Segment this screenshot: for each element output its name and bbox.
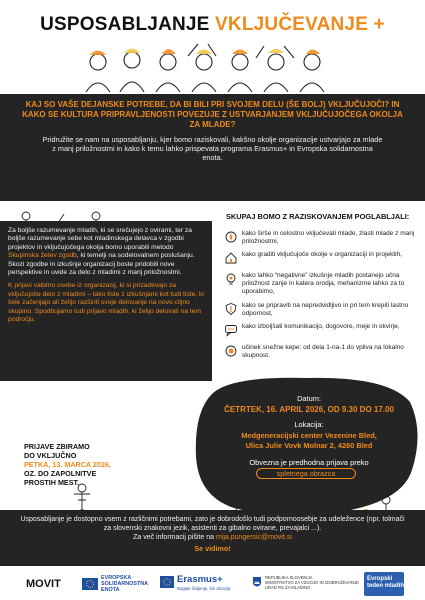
method-highlight: Skupinska žetev zgodb	[8, 252, 77, 260]
compass-icon	[224, 230, 238, 244]
registration-line: DO VKLJUČNO	[24, 451, 77, 460]
esc-logo-line: ENOTA	[101, 587, 120, 593]
intro-question: KAJ SO VAŠE DEJANSKE POTREBE, DA BI BILI PRI SVOJEM DELU (ŠE BOLJ) VKLJUČUJOČI? IN KAKO SE KULTURA PRIPRAVLJENOSTI POVEZUJE Z USTVARJANJEM VKLJUČUJOČEGA OKOLJA ZA MLADE?	[22, 100, 403, 129]
erasmus-logo-text: Erasmus+	[177, 574, 223, 585]
page-title	[0, 14, 425, 36]
closing-text: Se vidimo!	[194, 543, 231, 553]
registration-required-text: Obvezna je predhodna prijava preko	[249, 458, 369, 467]
list-title: SKUPAJ BOMO Z RAZISKOVANJEM POGLABLJALI:	[226, 212, 410, 221]
invite-paragraph: K prijavi vabimo osebe iz organizacij, ki si prizadevajo za vključujoče delo z mladimi – tako tiste z izkušnjami kot tudi tiste, ki šele začenjajo ali želijo razširiti svoje delovanje na novo ciljno skupino. Spodbujamo tudi prijavo mladih, ki želijo delovati na tem področju.	[8, 282, 204, 324]
registration-form-link[interactable]: spletnega obrazca	[256, 468, 356, 479]
european-youth-week-logo	[364, 572, 404, 596]
event-location-label: Lokacija:	[294, 420, 324, 429]
list-item-text: učinek snežne kepe: od dela 1-na-1 do vpliva na lokalno skupnost.	[242, 344, 404, 359]
european-youth-week-line: teden mladih	[367, 583, 405, 589]
esc-logo-line: EVROPSKA	[101, 575, 132, 581]
event-location-line-2: Ulica Julie Vovk Molnar 2, 4260 Bled	[245, 441, 373, 450]
registration-deadline: PETKA, 13. MARCA 2026,	[24, 460, 111, 469]
government-logo	[252, 574, 359, 594]
erasmus-logo-subtitle: Bogate življenje, širi obzorja	[177, 586, 231, 591]
european-youth-week-line: Evropski	[367, 576, 393, 582]
contact-email-link[interactable]: mija.pungersic@movit.si	[215, 534, 292, 542]
contact-text: Za več informacij pišite na	[133, 534, 216, 542]
movit-logo	[26, 574, 74, 594]
event-date-label: Datum:	[297, 394, 321, 403]
esc-logo-line: SOLIDARNOSTNA	[101, 581, 149, 587]
chat-icon	[224, 323, 238, 337]
list-item-text: kako se pripraviti na nepredvidljivo in pri tem krepiti lastno odpornost,	[242, 302, 409, 317]
title-part-2: VKLJUČEVANJE +	[215, 14, 385, 35]
list-item-text: kako širše in celostno vključevati mlade, zlasti mlade z manj priložnostmi,	[242, 230, 415, 245]
registration-line: OZ. DO ZAPOLNITVE	[24, 469, 97, 478]
list-item-text: kako graditi vključujoče okolje v organizaciji in projektih,	[242, 251, 403, 258]
intro-band	[0, 94, 425, 201]
movit-logo-text: MOVIT	[26, 578, 61, 590]
registration-line: PROSTIH MEST.	[24, 478, 80, 487]
accessibility-band	[0, 510, 425, 566]
esc-logo	[82, 574, 152, 594]
people-illustration	[80, 40, 350, 92]
accessibility-text: Usposabljanje je dostopno vsem z različnimi potrebami, zato je dobrodošlo tudi podpornoosebje za udeležence (npr. tolmači za slovenski znakovni jezik, asistenti za gibalno ovirane, prevajalci ...).	[20, 516, 405, 532]
contact-line	[0, 533, 425, 543]
eu-flag-icon	[82, 578, 98, 590]
method-band	[0, 221, 212, 381]
title-part-1: USPOSABLJANJE	[40, 14, 210, 35]
government-logo-line: URAD RS ZA MLADINO	[265, 585, 311, 590]
coat-of-arms-icon	[252, 576, 262, 590]
method-paragraph	[0, 221, 212, 277]
government-logo-line: MINISTRSTVO ZA VZGOJO IN IZOBRAŽEVANJE	[265, 580, 359, 585]
eu-flag-icon	[160, 576, 174, 588]
shield-icon	[224, 302, 238, 316]
lightbulb-icon	[224, 272, 238, 286]
event-date: ČETRTEK, 16. APRIL 2026, OD 9.30 DO 17.00	[224, 405, 394, 414]
event-location-line-1: Medgeneracijski center Vezenine Bled,	[241, 431, 377, 440]
intro-text: Pridružite se nam na usposabljanju, kjer bomo raziskovali, kakšno okolje organizacije ustvarjajo za mlade z manj priložnostmi in kako k temu lahko prispevata programa Erasmus+ in Evropska solidarnostna enota.	[42, 135, 383, 163]
method-text-end: , ki temelji na sodelovalnem poslušanju. Skozi zgodbe in izkušnje organizacij boste pridobili nove perspektive in uvide za delo z mladimi z manj priložnostmi.	[8, 252, 195, 277]
erasmus-logo	[160, 574, 242, 594]
registration-line: PRIJAVE ZBIRAMO	[24, 442, 90, 451]
snowball-icon	[224, 344, 238, 358]
government-logo-line: REPUBLIKA SLOVENIJA	[265, 575, 313, 580]
method-text-start: Za boljše razumevanje mladih, ki se srečujejo z ovirami, ter za boljše razumevanje sebe kot mladinskega delavca v zgodbi projektov in vključujočega okolja bomo uporabili metodo	[8, 227, 192, 251]
list-item-text: kako izboljšati komunikacijo, dogovore, meje in okvirje,	[242, 323, 400, 330]
logos-row	[0, 570, 425, 598]
list-item-text: kako lahko “negativne” izkušnje mladih postanejo učna priložnost zanje in katera orodja, mehanizme lahko za to uporabimo,	[242, 272, 405, 295]
house-icon	[224, 251, 238, 265]
